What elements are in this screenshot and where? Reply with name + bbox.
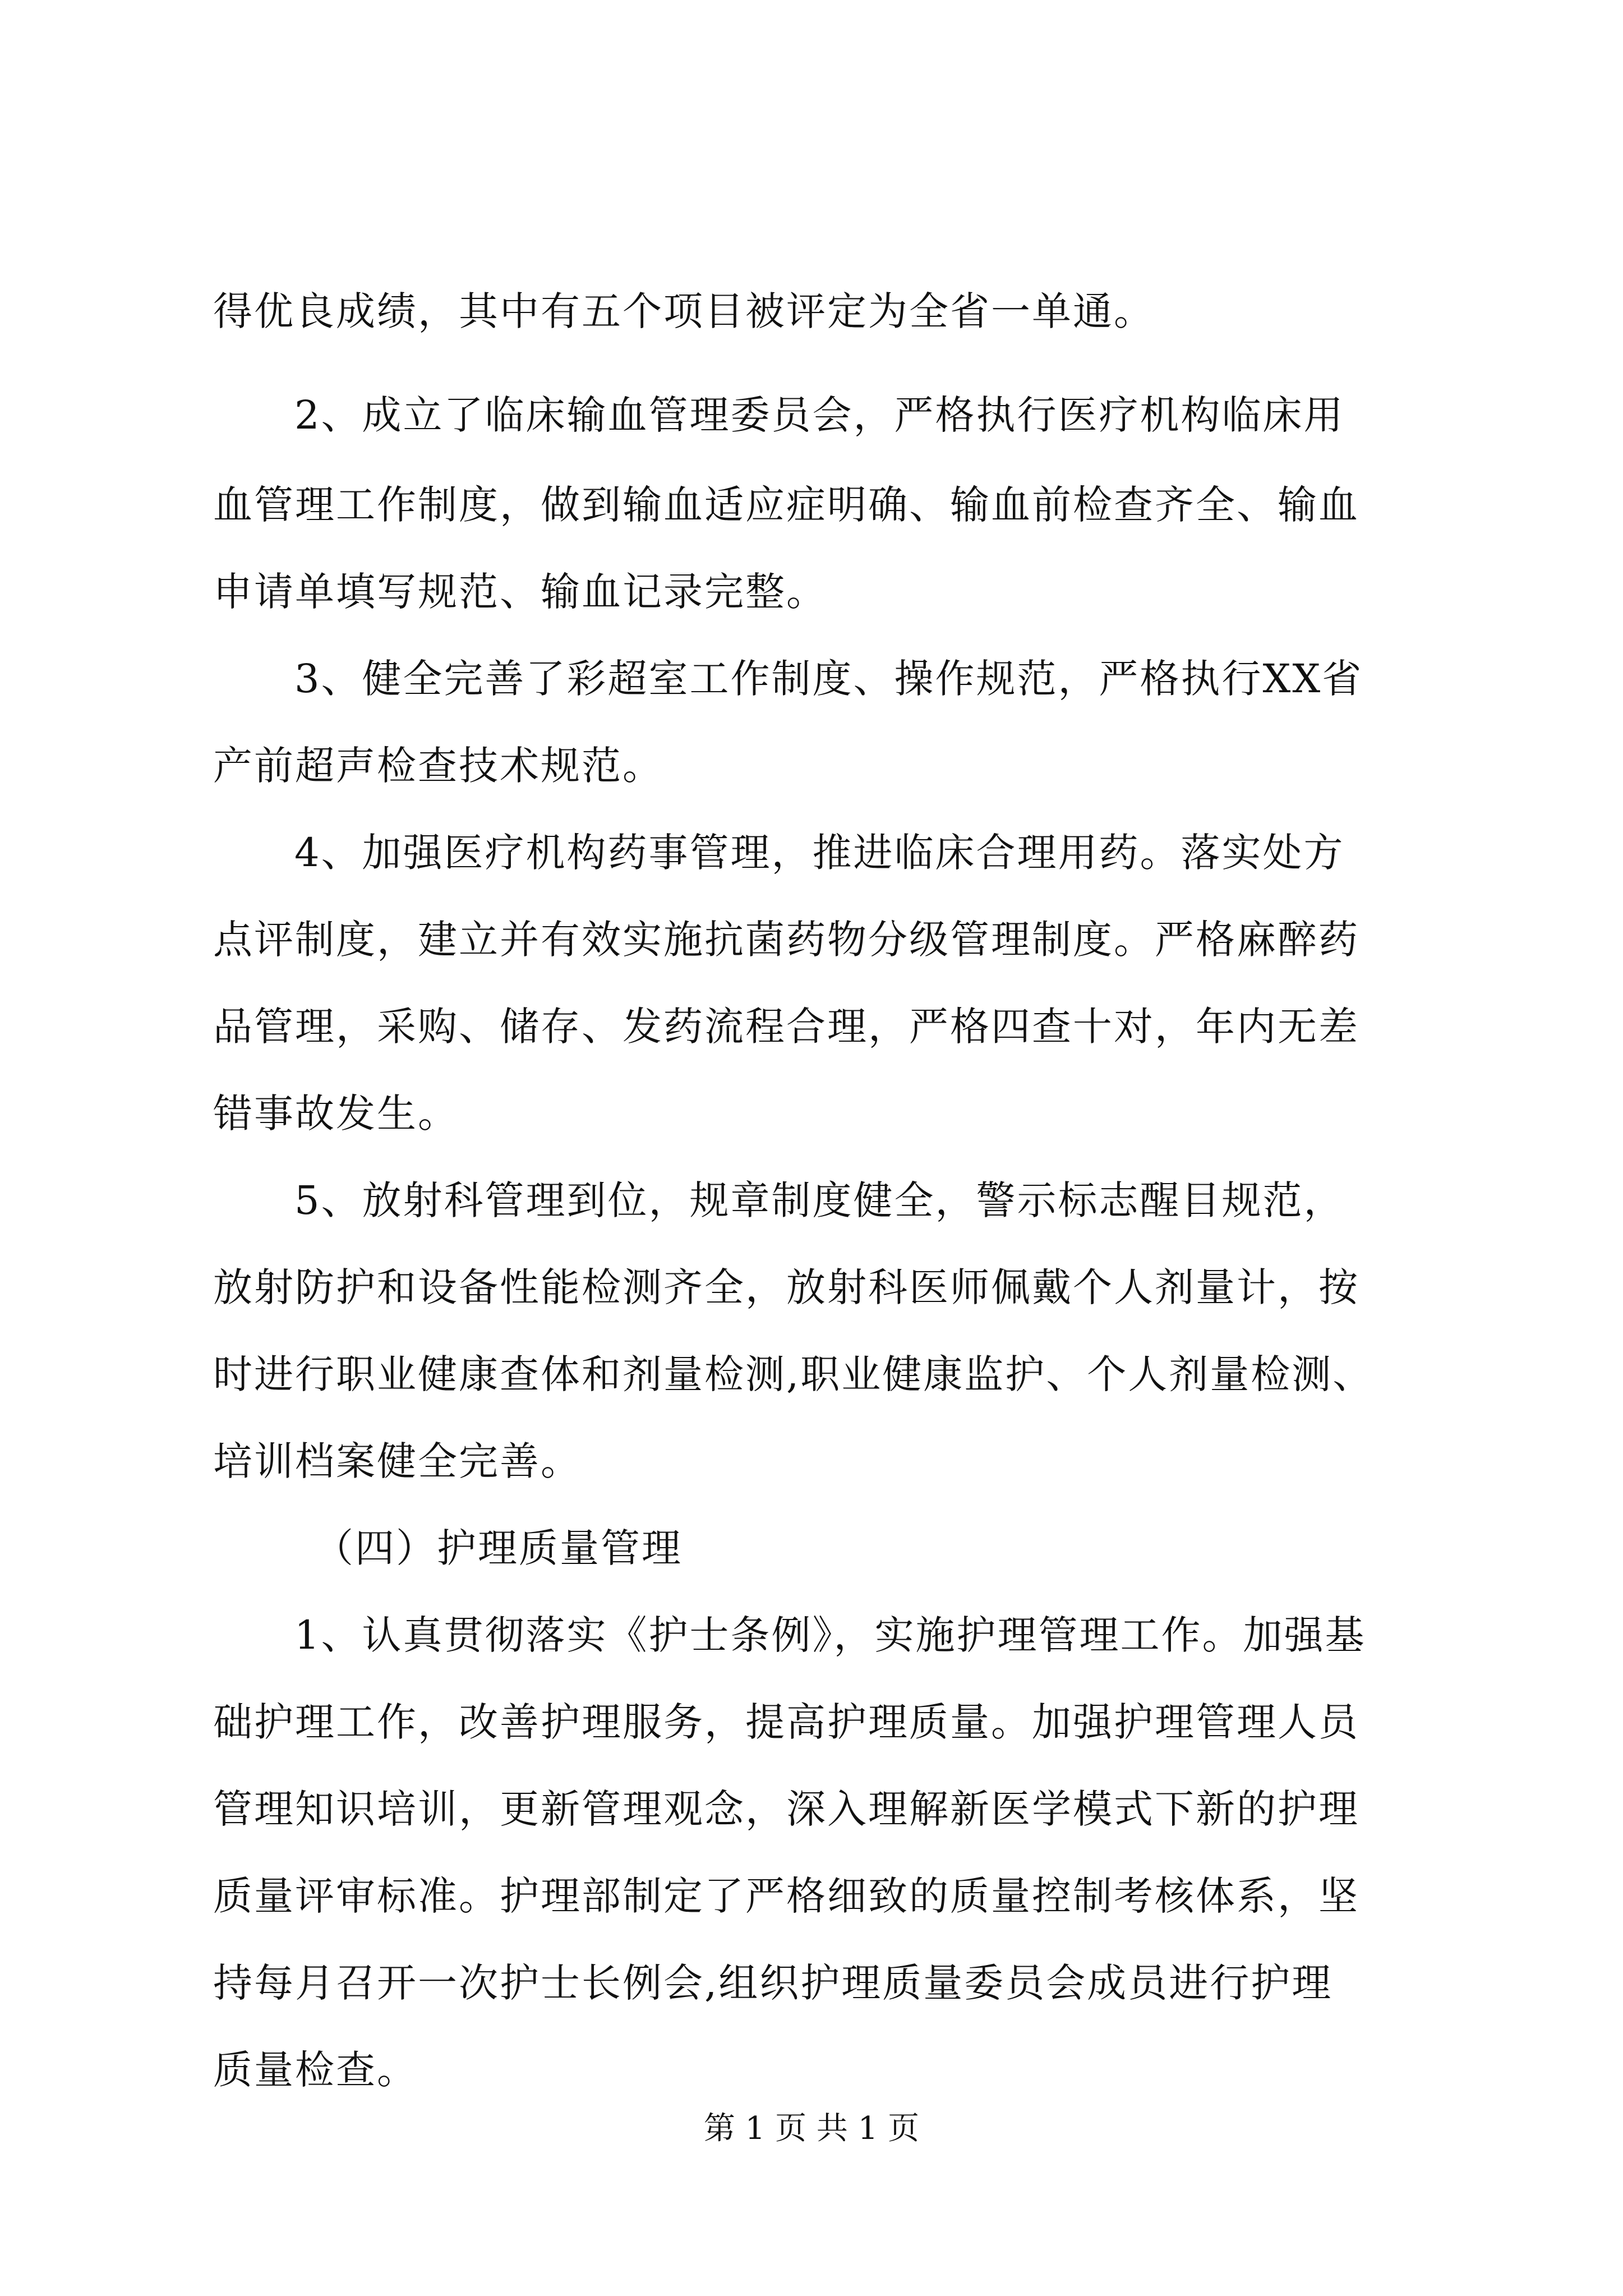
body-line: 5、放射科管理到位，规章制度健全，警示标志醒目规范， [294, 1177, 1345, 1223]
body-line: 血管理工作制度，做到输血适应症明确、输血前检查齐全、输血 [213, 482, 1359, 528]
body-line: 持每月召开一次护士长例会,组织护理质量委员会成员进行护理 [213, 1960, 1333, 2006]
body-line: 申请单填写规范、输血记录完整。 [213, 569, 827, 615]
body-line: 产前超声检查技术规范。 [213, 743, 663, 789]
body-line: 3、健全完善了彩超室工作制度、操作规范，严格执行XX省 [294, 656, 1363, 702]
section-heading: （四）护理质量管理 [314, 1525, 683, 1571]
body-line: 4、加强医疗机构药事管理，推进临床合理用药。落实处方 [294, 830, 1345, 876]
body-line: 得优良成绩，其中有五个项目被评定为全省一单通。 [213, 288, 1155, 334]
body-line: 管理知识培训，更新管理观念，深入理解新医学模式下新的护理 [213, 1786, 1359, 1832]
body-line: 放射防护和设备性能检测齐全，放射科医师佩戴个人剂量计，按 [213, 1264, 1359, 1310]
body-line: 质量评审标准。护理部制定了严格细致的质量控制考核体系，坚 [213, 1873, 1359, 1919]
body-line: 品管理，采购、储存、发药流程合理，严格四查十对，年内无差 [213, 1004, 1359, 1050]
body-line: 错事故发生。 [213, 1091, 459, 1137]
body-line: 时进行职业健康查体和剂量检测,职业健康监护、个人剂量检测、 [213, 1351, 1374, 1397]
body-line: 点评制度，建立并有效实施抗菌药物分级管理制度。严格麻醉药 [213, 917, 1359, 963]
body-line: 质量检查。 [213, 2047, 418, 2093]
body-line: 培训档案健全完善。 [213, 1438, 582, 1484]
page-footer: 第 1 页 共 1 页 [703, 2110, 920, 2147]
body-line: 础护理工作，改善护理服务，提高护理质量。加强护理管理人员 [213, 1699, 1359, 1745]
body-line: 2、成立了临床输血管理委员会，严格执行医疗机构临床用 [294, 392, 1345, 438]
body-line: 1、认真贯彻落实《护士条例》，实施护理管理工作。加强基 [294, 1612, 1366, 1658]
